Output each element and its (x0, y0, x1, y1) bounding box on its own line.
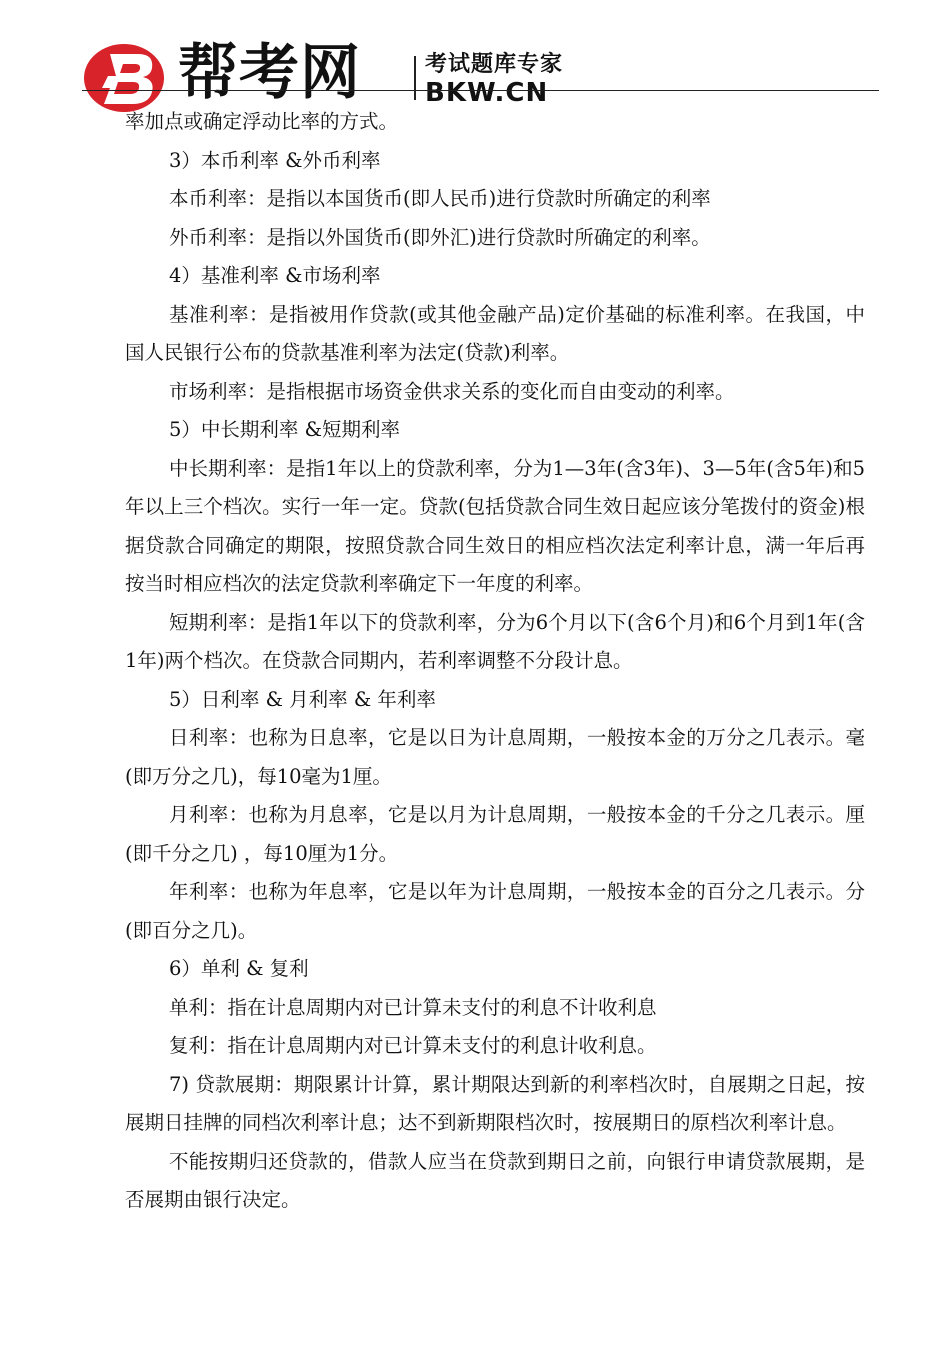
header-divider (82, 90, 879, 91)
section-heading-4: 4）基准利率 &市场利率 (169, 264, 381, 287)
paragraph-daily-rate: 日利率：也称为日息率，它是以日为计息周期，一般按本金的万分之几表示。毫(即万分之几)，每10毫为1厘。 (125, 726, 865, 788)
logo-separator (414, 56, 416, 100)
paragraph-long-term-rate: 中长期利率：是指1年以上的贷款利率，分为1—3年(含3年)、3—5年(含5年)和5年以上三个档次。实行一年一定。贷款(包括贷款合同生效日起应该分笔拨付的资金)根据贷款合同确定的期限，按照贷款合同生效日的相应档次法定利率计息，满一年后再按当时相应档次的法定贷款利率确定下一年度的利率。 (125, 456, 865, 595)
logo-slogan: 考试题库专家 (425, 52, 564, 77)
section-heading-6: 6）单利 & 复利 (169, 957, 309, 980)
section-heading-5a: 5）中长期利率 &短期利率 (169, 418, 400, 441)
logo-domain: BKW.CN (425, 78, 549, 108)
document-body (125, 103, 865, 1220)
paragraph-monthly-rate: 月利率：也称为月息率，它是以月为计息周期，一般按本金的千分之几表示。厘(即千分之几) ，每10厘为1分。 (125, 803, 865, 865)
section-heading-3: 3）本币利率 &外币利率 (169, 148, 381, 172)
paragraph-domestic-rate: 本币利率：是指以本国货币(即人民币)进行贷款时所确定的利率 (169, 187, 711, 210)
paragraph-foreign-rate: 外币利率：是指以外国货币(即外汇)进行贷款时所确定的利率。 (169, 225, 711, 249)
logo-wordmark: 帮考网 (178, 38, 361, 108)
paragraph-annual-rate: 年利率：也称为年息率，它是以年为计息周期，一般按本金的百分之几表示。分(即百分之几)。 (125, 880, 865, 942)
paragraph-benchmark-rate: 基准利率：是指被用作贷款(或其他金融产品)定价基础的标准利率。在我国，中国人民银行公布的贷款基准利率为法定(贷款)利率。 (125, 302, 865, 364)
page-header (0, 0, 950, 112)
paragraph-loan-extension: 7) 贷款展期：期限累计计算，累计期限达到新的利率档次时，自展期之日起，按展期日挂牌的同档次利率计息；达不到新期限档次时，按展期日的原档次利率计息。 (125, 1072, 865, 1134)
paragraph-simple-interest: 单利：指在计息周期内对已计算未支付的利息不计收利息 (169, 995, 657, 1019)
section-heading-5b: 5）日利率 & 月利率 & 年利率 (169, 687, 436, 711)
paragraph-market-rate: 市场利率：是指根据市场资金供求关系的变化而自由变动的利率。 (169, 379, 735, 403)
paragraph-short-term-rate: 短期利率：是指1年以下的贷款利率，分为6个月以下(含6个月)和6个月到1年(含1年)两个档次。在贷款合同期内，若利率调整不分段计息。 (125, 610, 865, 672)
paragraph-continuation: 率加点或确定浮动比率的方式。 (125, 110, 399, 133)
paragraph-compound-interest: 复利：指在计息周期内对已计算未支付的利息计收利息。 (169, 1034, 657, 1057)
paragraph-extension-application: 不能按期归还贷款的，借款人应当在贷款到期日之前，向银行申请贷款展期，是否展期由银行决定。 (125, 1149, 865, 1211)
